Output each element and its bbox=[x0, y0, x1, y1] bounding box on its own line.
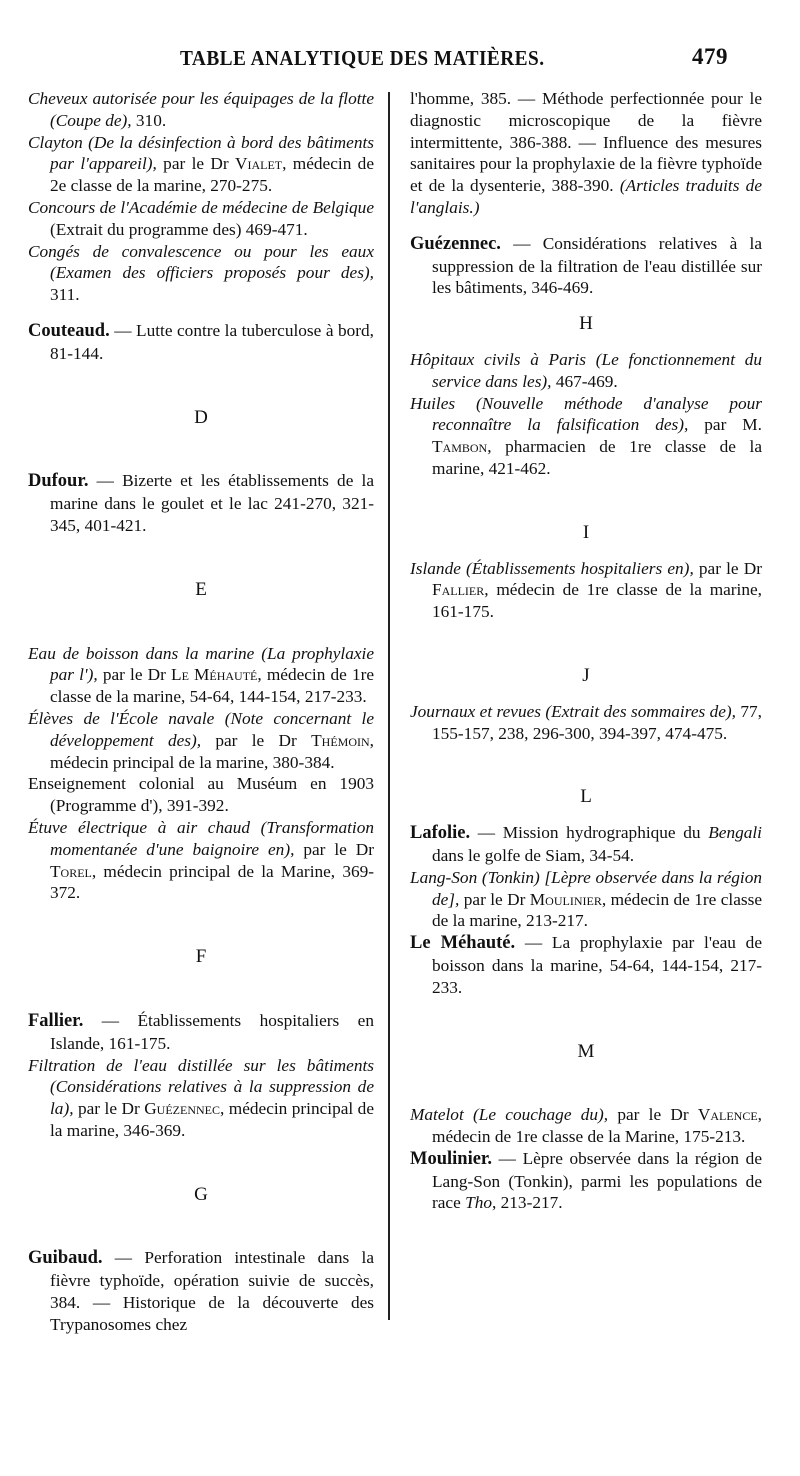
section-letter-e: E bbox=[195, 578, 207, 600]
author-name: Fallier bbox=[432, 580, 485, 600]
left-column bbox=[28, 88, 374, 1336]
index-entry: Lang-Son (Tonkin) [Lèpre observée dans la région de], par le Dr Moulinier, médecin de 1re classe de la marine, 213-217. bbox=[410, 867, 762, 931]
index-entry: Congés de convalescence ou pour les eaux (Examen des officiers proposés pour des), 311. bbox=[28, 241, 374, 305]
index-entry: Clayton (De la désinfection à bord des bâtiments par l'appareil), par le Dr Vialet, médecin de 2e classe de la marine, 270-275. bbox=[28, 132, 374, 196]
author-heading: Lafolie. bbox=[410, 823, 471, 844]
section-letter-f: F bbox=[195, 946, 207, 968]
running-head bbox=[150, 42, 728, 78]
index-entry: Étuve électrique à air chaud (Transformation momentanée d'une baignoire en), par le Dr Torel, médecin principal de la Marine, 369-372. bbox=[28, 817, 375, 903]
index-entry: Le Méhauté. — La prophylaxie par l'eau de boisson dans la marine, 54-64, 144-154, 217-233. bbox=[410, 933, 762, 997]
section-letter-l: L bbox=[580, 786, 592, 808]
author-name: Le Méhauté bbox=[171, 665, 258, 685]
author-name: Tambon bbox=[432, 437, 488, 457]
author-name: Vialet bbox=[235, 154, 283, 174]
author-name: Thémoin bbox=[311, 730, 370, 750]
author-heading: Fallier. bbox=[28, 1010, 84, 1031]
author-heading: Couteaud. bbox=[28, 320, 110, 341]
index-entry: Moulinier. — Lèpre observée dans la région de Lang-Son (Tonkin), parmi les populations de race Tho, 213-217. bbox=[410, 1148, 762, 1213]
index-entry: Matelot (Le couchage du), par le Dr Valence, médecin de 1re classe de la Marine, 175-213. bbox=[410, 1105, 762, 1147]
author-name: Valence bbox=[697, 1105, 758, 1125]
index-entry: Huiles (Nouvelle méthode d'analyse pour reconnaître la falsification des), par M. Tambon, pharmacien de 1re classe de la marine, 421-462. bbox=[410, 393, 762, 478]
section-letter-m: M bbox=[577, 1040, 595, 1062]
index-entry: Cheveux autorisée pour les équipages de la flotte (Coupe de), 310. bbox=[28, 89, 374, 130]
section-letter-i: I bbox=[582, 521, 590, 543]
author-heading: Guibaud. bbox=[28, 1248, 103, 1269]
author-heading: Moulinier. bbox=[410, 1148, 493, 1169]
page-number: 479 bbox=[692, 44, 728, 69]
index-entry: Dufour. — Bizerte et les établissements de la marine dans le goulet et le lac 241-270, 321-345, 401-421. bbox=[28, 471, 374, 535]
section-letter-g: G bbox=[194, 1183, 208, 1205]
author-name: Guézennec bbox=[144, 1099, 220, 1119]
index-entry: Concours de l'Académie de médecine de Belgique (Extrait du programme des) 469-471. bbox=[28, 197, 374, 239]
index-entry: Filtration de l'eau distillée sur les bâtiments (Considérations relatives à la suppression de la), par le Dr Guézennec, médecin principal de la marine, 346-369. bbox=[28, 1055, 374, 1140]
author-heading: Dufour. bbox=[28, 471, 89, 492]
index-entry: Lafolie. — Mission hydrographique du Bengali dans le golfe de Siam, 34-54. bbox=[410, 823, 762, 865]
section-letter-d: D bbox=[194, 406, 208, 428]
section-letter-h: H bbox=[579, 313, 593, 335]
index-entry: Couteaud. — Lutte contre la tuberculose à bord, 81-144. bbox=[28, 320, 374, 363]
index-entry: Élèves de l'École navale (Note concernant le développement des), par le Dr Thémoin, médecin principal de la marine, 380-384. bbox=[28, 708, 374, 772]
index-entry: Enseignement colonial au Muséum en 1903 (Programme d'), 391-392. bbox=[28, 774, 374, 816]
author-heading: Le Méhauté. bbox=[410, 933, 516, 954]
index-entry: Eau de boisson dans la marine (La prophylaxie par l'), par le Dr Le Méhauté, médecin de 1re classe de la marine, 54-64, 144-154, 217-233. bbox=[28, 643, 375, 707]
index-entry: Islande (Établissements hospitaliers en), par le Dr Fallier, médecin de 1re classe de la marine, 161-175. bbox=[410, 558, 762, 622]
index-entry: Guézennec. — Considérations relatives à la suppression de la filtration de l'eau distillée sur les bâtiments, 346-469. bbox=[410, 233, 762, 298]
index-entry: Guibaud. — Perforation intestinale dans la fièvre typhoïde, opération suivie de succès, 384. — Historique de la découverte des Trypanosomes chez bbox=[28, 1248, 374, 1334]
author-heading: Guézennec. bbox=[410, 233, 501, 254]
index-entry: Fallier. — Établissements hospitaliers en Islande, 161-175. bbox=[28, 1010, 374, 1053]
section-letter-j: J bbox=[582, 664, 590, 686]
running-head-title: TABLE ANALYTIQUE DES MATIÈRES. bbox=[180, 46, 545, 70]
index-entry: Hôpitaux civils à Paris (Le fonctionnement du service dans les), 467-469. bbox=[410, 349, 762, 391]
right-column bbox=[410, 88, 762, 1214]
index-entry: Journaux et revues (Extrait des sommaires de), 77, 155-157, 238, 296-300, 394-397, 474-475. bbox=[410, 701, 762, 743]
author-name: Moulinier bbox=[529, 889, 602, 909]
author-name: Torel bbox=[50, 861, 92, 881]
column-divider bbox=[388, 92, 390, 1320]
index-entry-continuation: l'homme, 385. — Méthode perfectionnée pour le diagnostic microscopique de la fièvre intermittente, 386-388. — Influence des mesures sanitaires pour la prophylaxie de la fièvre typhoïde et de la dysenterie, 388-390. (Articles traduits de l'anglais.) bbox=[410, 89, 762, 217]
